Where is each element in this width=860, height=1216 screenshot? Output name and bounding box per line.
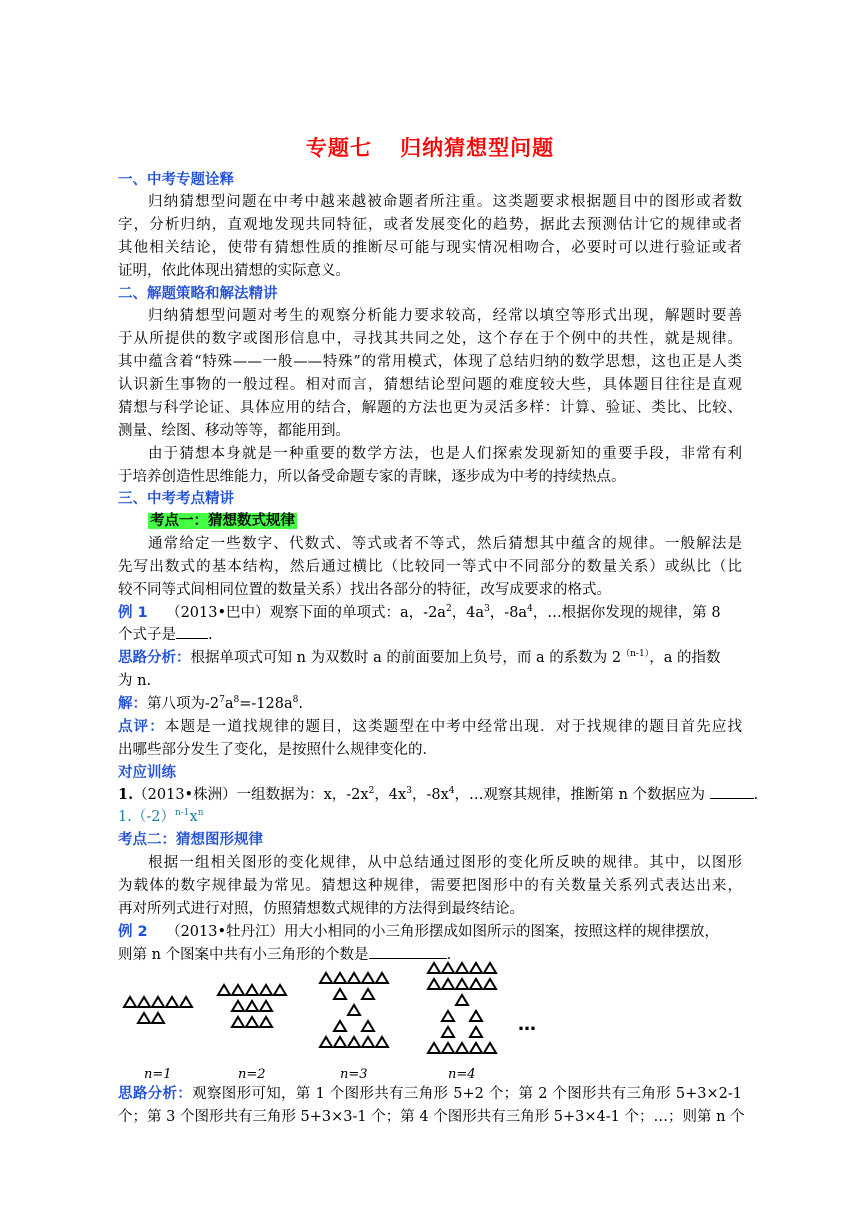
ex1-question-line-2	[118, 624, 742, 646]
training-q-end: .	[753, 787, 759, 803]
s1-line-1: 归纳猜想型问题在中考中越来越被命题者所注重。这类题要求根据题目中的图形或者数	[148, 194, 742, 210]
ex1-answer-blank	[176, 624, 208, 639]
s2-line-1: 归纳猜想型问题对考生的观察分析能力要求较高，经常以填空等形式出现，解题时要善	[148, 308, 742, 324]
ex1-question-line-1	[118, 602, 742, 624]
exp-4b: 4	[448, 786, 455, 796]
ex1-solution	[118, 693, 742, 715]
ex1-sol-c: =-128a	[239, 696, 293, 712]
ex1-solution-label: 解：	[118, 696, 147, 712]
k1-line-1: 通常给定一些数字、代数式、等式或者不等式，然后猜想其中蕴含的规律。一般解法是	[148, 536, 742, 552]
ex1-comment-label: 点评：	[118, 719, 165, 735]
ex1-analysis-line-2: 为 n.	[118, 673, 152, 689]
training-q-b: ，4x	[374, 787, 407, 803]
ex2-question-line-1	[118, 921, 742, 943]
ex1-c1: 本题是一道找规律的题目，这类题型在中考中经常出现．对于找规律的题目首先应找	[164, 719, 743, 735]
k2-line-1: 根据一组相关图形的变化规律，从中总结通过图形的变化所反映的规律。其中，以图形	[148, 855, 742, 871]
pattern-n2	[218, 985, 286, 1027]
ex2-q2: 则第 n 个图案中共有小三角形的个数是	[118, 947, 369, 963]
k1-label-line	[148, 510, 742, 532]
k1-label: 考点一：猜想数式规律	[150, 513, 295, 529]
training-ans: 1.（-2）	[118, 809, 175, 825]
section2-heading: 二、解题策略和解法精讲	[118, 286, 278, 302]
s1-line-3: 其他相关结论，使带有猜想性质的推断尽可能与现实情况相吻合，必要时可以进行验证或者	[118, 240, 742, 256]
ex2-q2end: .	[446, 947, 452, 963]
exp-7: 7	[219, 695, 225, 705]
fig-label-n1: n=1	[144, 1067, 172, 1082]
exp-2b: 2	[368, 786, 375, 796]
exp-8b: 8	[292, 695, 299, 705]
ex2-analysis-label: 思路分析：	[118, 1086, 193, 1102]
page-title	[0, 132, 860, 162]
ex1-sol-end: .	[298, 696, 303, 712]
training-q-d: ，…观察其规律，推断第 n 个数据应为	[454, 787, 706, 803]
ex1-a1: 根据单项式可知 n 为双数时 a 的前面要加上负号，而 a 的系数为 2	[190, 650, 622, 666]
exp-4: 4	[527, 604, 533, 614]
section3-heading: 三、中考考点精讲	[118, 491, 234, 507]
fig-label-n4: n=4	[448, 1067, 476, 1082]
exp-3b: 3	[406, 786, 412, 796]
ex2-a1: 观察图形可知，第 1 个图形共有三角形 5+2 个；第 2 个图形共有三角形 5+3×2-1	[192, 1086, 743, 1102]
k2-line-3: 再对所列式进行对照，仿照猜想数式规律的方法得到最终结论。	[118, 901, 524, 917]
ex1-q1b: ，4a	[451, 605, 485, 621]
s2-line-6: 测量、绘图、移动等等，都能用到。	[118, 423, 350, 439]
ex1-q1d: ，…根据你发现的规律，第 8	[532, 605, 721, 621]
exp-8: 8	[233, 695, 240, 705]
ex1-comment-line-2: 出哪些部分发生了变化，是按照什么规律变化的．	[118, 742, 437, 758]
ex2-answer-blank	[369, 944, 447, 959]
s2-line-2: 于从所提供的数字或图形信息中，寻找其共同之处，这个存在于个例中的共性，就是规律。	[118, 331, 742, 347]
training-q: （2013•株洲）一组数据为：x，-2x	[133, 787, 369, 803]
continuation-dots: …	[518, 1014, 536, 1035]
pattern-n4	[428, 963, 496, 1053]
training-answer	[118, 806, 742, 828]
ex1-a1exp: （n-1）	[621, 649, 650, 659]
ex1-sol: 第八项为-2	[147, 696, 220, 712]
training-ans-exp2: n	[197, 808, 204, 818]
training-heading: 对应训练	[118, 765, 176, 781]
s1-line-4: 证明，依此体现出猜想的实际意义。	[118, 263, 350, 279]
ex1-q1: （2013•巴中）观察下面的单项式：a，-2a	[166, 605, 446, 621]
s1-line-2: 字，分析归纳，直观地发现共同特征，或者发展变化的趋势，据此去预测估计它的规律或者	[118, 217, 742, 233]
exp-3: 3	[484, 604, 490, 614]
ex2-analysis-line-2: 个；第 3 个图形共有三角形 5+3×3-1 个；第 4 个图形共有三角形 5+3×4-1 个；…；则第 n 个	[118, 1109, 745, 1125]
fig-label-n3: n=3	[340, 1067, 368, 1082]
ex1-q2: 个式子是	[118, 627, 176, 643]
k1-line-3: 较不同等式间相同位置的数量关系）找出各部分的特征，改写成要求的格式。	[118, 582, 611, 598]
title-part1: 专题七	[305, 136, 372, 160]
s2-line-3: 其中蕴含着“特殊——一般——特殊”的常用模式，体现了总结归纳的数学思想，这也正是人类	[118, 354, 742, 370]
s2-line-4: 认识新生事物的一般过程。相对而言，猜想结论型问题的难度较大些，具体题目往往是直观	[118, 377, 742, 393]
k2-line-2: 为载体的数字规律最为常见。猜想这种规律，需要把图形中的有关数量关系列式表达出来，	[118, 878, 742, 894]
training-answer-blank	[710, 784, 754, 799]
ex2-q1: （2013•牡丹江）用大小相同的小三角形摆成如图所示的图案，按照这样的规律摆放，	[166, 924, 720, 940]
title-part2: 归纳猜想型问题	[400, 136, 555, 160]
ex1-a1end: ，a 的指数	[649, 650, 721, 666]
pattern-n1	[124, 997, 192, 1023]
ex1-q1c: ，-8a	[489, 605, 528, 621]
ex1-analysis-label: 思路分析：	[118, 650, 191, 666]
k1-line-2: 先写出数式的基本结构，然后通过横比（比较同一等式中不同部分的数量关系）或纵比（比	[118, 559, 742, 575]
training-q-c: ，-8x	[411, 787, 449, 803]
training-question	[118, 784, 759, 806]
fig-label-n2: n=2	[238, 1067, 266, 1082]
k2-heading: 考点二：猜想图形规律	[118, 832, 263, 848]
ex2-analysis-line-1	[118, 1083, 742, 1105]
s2-line-7: 由于猜想本身就是一种重要的数学方法，也是人们探索发现新知的重要手段，非常有利	[148, 446, 742, 462]
ex1-sol-b: a	[224, 696, 234, 712]
ex1-analysis-line-1	[118, 647, 742, 669]
ex1-q2end: .	[208, 627, 213, 643]
ex2-label: 例 2	[118, 924, 148, 940]
s2-line-5: 猜想与科学论证、具体应用的结合，解题的方法也更为灵活多样：计算、验证、类比、比较、	[118, 400, 742, 416]
training-ans-x: x	[189, 809, 198, 825]
ex1-label: 例 1	[118, 605, 148, 621]
training-ans-exp: n-1	[174, 808, 190, 818]
ex1-comment-line-1	[118, 716, 742, 738]
pattern-n3	[320, 973, 388, 1047]
section1-heading: 一、中考专题诠释	[118, 172, 234, 188]
training-num: 1.	[118, 786, 134, 803]
exp-2: 2	[445, 604, 452, 614]
triangle-pattern-figure	[118, 960, 558, 1082]
s2-line-8: 于培养创造性思维能力，所以备受命题专家的青睐，逐步成为中考的持续热点。	[118, 469, 626, 485]
